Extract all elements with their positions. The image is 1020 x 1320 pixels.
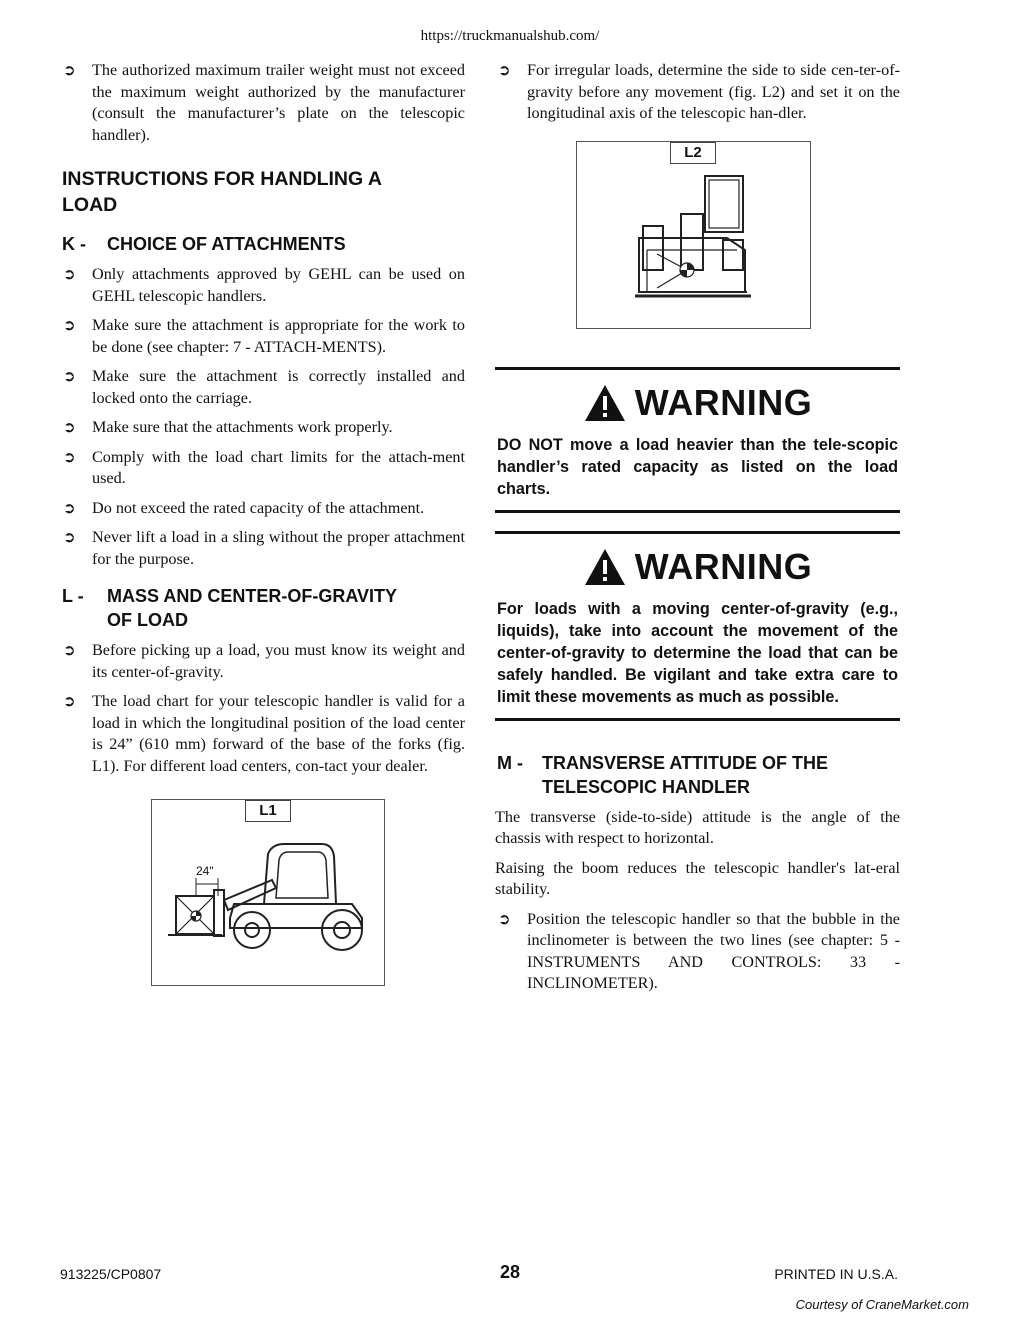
arrow-bullet-icon: ➲ xyxy=(63,61,76,79)
bullet-item: ➲ Before picking up a load, you must know its weight and its center-of-gravity. xyxy=(60,640,465,683)
bullet-item: ➲ Make sure that the attachments work properly. xyxy=(60,417,465,439)
warning-box xyxy=(495,367,900,513)
warning-text: For loads with a moving center-of-gravity (e.g., liquids), take into account the movement of the center-of-gravity to determine the load that can be safely handled. Be vigilant and take extra care to limit these movements as much as possible. xyxy=(497,599,898,706)
bullet-item: ➲ Only attachments approved by GEHL can be used on GEHL telescopic handlers. xyxy=(60,264,465,307)
figure-label: L2 xyxy=(670,142,716,164)
bullet-item: ➲ Do not exceed the rated capacity of the attachment. xyxy=(60,498,465,520)
arrow-bullet-icon: ➲ xyxy=(63,447,76,466)
figure-l1 xyxy=(151,799,385,986)
subsection-m-title: M - TRANSVERSE ATTITUDE OF THE TELESCOPIC HANDLER xyxy=(497,752,829,797)
printed-notice: PRINTED IN U.S.A. xyxy=(774,1266,898,1282)
document-code: 913225/CP0807 xyxy=(60,1266,162,1282)
warning-triangle-icon xyxy=(583,383,627,423)
figure-label: L1 xyxy=(245,800,291,822)
arrow-bullet-icon: ➲ xyxy=(63,692,76,710)
subsection-l-title: L - MASS AND CENTER-OF-GRAVITY OF LOAD xyxy=(62,586,397,630)
source-url: https://truckmanualshub.com/ xyxy=(420,28,600,44)
bullet-item: ➲ The authorized maximum trailer weight must not exceed the maximum weight authorized by the manufacturer (consult the manufacturer’s plate on the telescopic handler). xyxy=(60,60,465,146)
arrow-bullet-icon: ➲ xyxy=(63,528,76,546)
warning-text: DO NOT move a load heavier than the tele-scopic handler’s rated capacity as listed on the load charts. xyxy=(497,435,898,498)
telescopic-handler-illustration xyxy=(152,800,384,985)
right-column xyxy=(495,60,900,1003)
bullet-item: ➲ Never lift a load in a sling without the proper attachment for the purpose. xyxy=(60,527,465,570)
warning-heading: WARNING xyxy=(634,381,813,423)
bullet-item: ➲ The load chart for your telescopic handler is valid for a load in which the longitudinal position of the load center is 24” (610 mm) forward of the base of the forks (fig. L1). For different load centers, con-tact your dealer. xyxy=(60,691,465,777)
arrow-bullet-icon: ➲ xyxy=(63,418,76,436)
arrow-bullet-icon: ➲ xyxy=(63,641,76,659)
paragraph: The transverse (side-to-side) attitude is the angle of the chassis with respect to horizontal. xyxy=(495,807,900,847)
left-column xyxy=(60,60,465,986)
bullet-item: ➲ Position the telescopic handler so that the bubble in the inclinometer is between the two lines (see chapter: 5 - INSTRUMENTS AND CONTROLS: 33 - INCLINOMETER). xyxy=(495,909,900,995)
bullet-item: ➲ For irregular loads, determine the side to side cen-ter-of-gravity before any movement (fig. L2) and set it on the longitudinal axis of the telescopic han-dler. xyxy=(495,60,900,125)
paragraph: Raising the boom reduces the telescopic handler's lat-eral stability. xyxy=(495,858,900,898)
subsection-k-title: K - CHOICE OF ATTACHMENTS xyxy=(62,234,346,254)
courtesy-note: Courtesy of CraneMarket.com xyxy=(795,1297,969,1312)
figure-l2 xyxy=(576,141,811,329)
arrow-bullet-icon: ➲ xyxy=(63,265,76,283)
warning-box xyxy=(495,531,900,721)
bullet-item: ➲ Comply with the load chart limits for the attach-ment used. xyxy=(60,447,465,490)
bullet-item: ➲ Make sure the attachment is appropriate for the work to be done (see chapter: 7 - ATTACH-MENTS). xyxy=(60,315,465,358)
warning-heading: WARNING xyxy=(634,545,813,587)
dimension-label: 24" xyxy=(196,864,214,878)
section-title: INSTRUCTIONS FOR HANDLING A LOAD xyxy=(62,168,382,216)
arrow-bullet-icon: ➲ xyxy=(498,61,511,79)
bullet-item: ➲ Make sure the attachment is correctly installed and locked onto the carriage. xyxy=(60,366,465,409)
irregular-load-illustration xyxy=(577,142,810,328)
arrow-bullet-icon: ➲ xyxy=(63,498,76,517)
arrow-bullet-icon: ➲ xyxy=(63,316,76,334)
arrow-bullet-icon: ➲ xyxy=(498,909,511,928)
page-number: 28 xyxy=(499,1262,521,1282)
arrow-bullet-icon: ➲ xyxy=(63,367,76,385)
warning-triangle-icon xyxy=(583,547,627,587)
